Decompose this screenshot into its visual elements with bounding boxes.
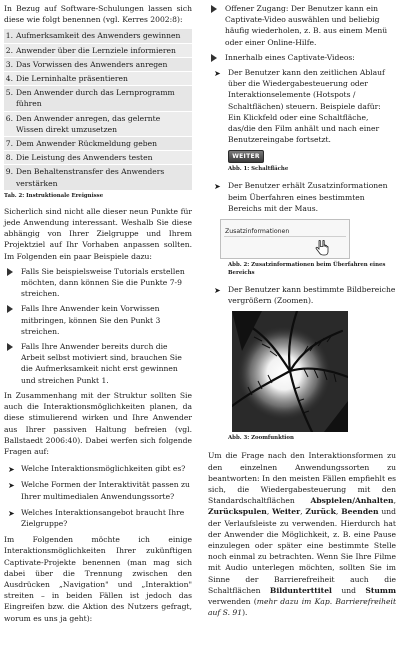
text-run: Um die Frage nach den Interaktionsformen zu den einzelnen Anwendungssorten zu beantworten: In den meisten Fällen empfiehlt es sich, die Wiedergabesteuerung mit den Standardschaltflächen	[208, 451, 396, 506]
row-text: Anwender über die Lernziele informieren	[16, 43, 192, 57]
row-number: 9.	[4, 165, 16, 190]
list-item	[4, 303, 192, 337]
text-run: Stumm	[365, 585, 396, 595]
text-run: ,	[393, 496, 396, 506]
list-item	[208, 180, 396, 214]
cross-reference-link[interactable]: mehr dazu im Kap. Barrierefreiheit auf S. 91	[208, 597, 397, 618]
row-text: Die Leistung des Anwenders testen	[16, 151, 192, 165]
table-row	[4, 151, 192, 165]
row-text: Die Lerninhalte präsentieren	[16, 72, 192, 86]
left-column	[4, 3, 192, 624]
triangle-bullet-icon	[7, 343, 13, 351]
body-paragraph: Sicherlich sind nicht alle dieser neun Punkte für jede Anwendung interessant. Weshalb Sie diese abhängig von Ihrer Zielgruppe und Ihrem Projektziel auf Ihr Vorhaben anpassen sollten. Im Folgenden ein paar Beispiele dazu:	[4, 206, 192, 261]
text-run: Beenden	[341, 507, 379, 517]
photo-illustration	[232, 311, 348, 432]
table-row	[4, 57, 192, 71]
list-item	[208, 67, 396, 145]
list-item	[4, 507, 192, 529]
table-row	[4, 29, 192, 43]
list-item-text: Welche Interaktionsmöglichkeiten gibt es?	[21, 464, 186, 474]
list-item-text: Innerhalb eines Captivate-Videos:	[225, 52, 355, 62]
zusatzinformationen-hotspot[interactable]	[220, 219, 350, 259]
figure-button	[228, 150, 396, 163]
list-item-text: Falls Ihre Anwender kein Vorwissen mitbringen, können Sie den Punkt 3 streichen.	[21, 304, 161, 336]
row-number: 5.	[4, 86, 16, 111]
row-text: Den Anwender durch das Lernprogramm führen	[16, 86, 192, 111]
row-text: Den Anwender anregen, das gelernte Wissen direkt umzusetzen	[16, 111, 192, 136]
body-paragraph: In Zusammenhang mit der Struktur sollten Sie auch die Interaktionsmöglichkeiten planen, da diese stimulierend wirken und Ihre Anwender aus Ihrer passiven Haltung befreien (vgl. Ballstaedt 2006:40). Dabei werfen sich folgende Fragen auf:	[4, 390, 192, 456]
figure-caption: Abb. 2: Zusatzinformationen beim Überfahren eines Bereichs	[228, 262, 386, 277]
arrow-bullet-icon: ➤	[214, 182, 221, 192]
interaction-sublist	[208, 180, 396, 214]
table-row	[4, 43, 192, 57]
text-run: Zurück	[305, 507, 336, 517]
table-caption: Tab. 2: Instruktionale Ereignisse	[4, 192, 104, 199]
list-item	[4, 341, 192, 386]
row-number: 1.	[4, 29, 16, 43]
triangle-bullet-icon	[7, 305, 13, 313]
row-number: 3.	[4, 57, 16, 71]
text-run: Bildunterttitel	[269, 585, 332, 595]
table-row	[4, 86, 192, 111]
text-run: ).	[242, 608, 248, 618]
triangle-bullet-icon	[211, 5, 217, 13]
weiter-button[interactable]: WEITER	[228, 150, 264, 163]
text-run: Weiter	[272, 507, 301, 517]
hand-cursor-icon	[315, 240, 329, 256]
list-item	[4, 479, 192, 501]
arrow-bullet-icon: ➤	[8, 508, 15, 518]
row-text: Aufmerksamkeit des Anwenders gewinnen	[16, 29, 192, 43]
row-text: Dem Anwender Rückmeldung geben	[16, 137, 192, 151]
row-text: Das Vorwissen des Anwenders anregen	[16, 57, 192, 71]
table-row	[4, 72, 192, 86]
instructional-events-table	[4, 28, 192, 189]
body-paragraph: Im Folgenden möchte ich einige Interaktionsmöglichkeiten Ihrer zukünftigen Captivate-Projekte benennen (man mag sich dabei über die Trennung zwischen den Ausdrücken „Navigation" und „Interaktion" streiten – in beiden Fällen ist jedoch das Eingreifen bzw. die Aktion des Nutzers gefragt, worum es uns ja geht):	[4, 535, 192, 623]
list-item-text: Welches Interaktionsangebot braucht Ihre Zielgruppe?	[21, 507, 185, 528]
question-list	[4, 463, 192, 529]
interaction-sublist	[208, 284, 396, 306]
text-run: und	[331, 585, 366, 595]
body-paragraph	[208, 450, 396, 618]
list-item	[4, 266, 192, 300]
list-item	[208, 3, 396, 48]
text-run: verwenden (	[208, 597, 257, 607]
zusatz-label: Zusatzinformationen	[225, 228, 290, 236]
access-list	[208, 3, 396, 63]
text-run: Abspielen/Anhalten	[310, 496, 394, 506]
palm-sun-photo[interactable]	[232, 311, 348, 432]
list-item-text: Falls Sie beispielsweise Tutorials erstellen möchten, dann können Sie die Punkte 7-9 streichen.	[21, 266, 185, 299]
list-item-text: Falls Ihre Anwender bereits durch die Arbeit selbst motiviert sind, brauchen Sie die Aufmerksamkeit nicht erst gewinnen und streichen Punkt 1.	[21, 342, 182, 385]
text-run: ,	[300, 507, 306, 517]
arrow-bullet-icon: ➤	[214, 69, 221, 79]
arrow-bullet-icon: ➤	[8, 465, 15, 475]
row-number: 6.	[4, 111, 16, 136]
text-run: ,	[266, 507, 273, 517]
intro-paragraph: In Bezug auf Software-Schulungen lassen sich diese wie folgt benennen (vgl. Kerres 2002:8):	[4, 4, 192, 25]
row-number: 7.	[4, 137, 16, 151]
table-row	[4, 137, 192, 151]
row-number: 8.	[4, 151, 16, 165]
row-text: Den Behaltenstransfer des Anwenders verstärken	[16, 165, 192, 190]
list-item	[208, 284, 396, 306]
triangle-bullet-icon	[211, 54, 217, 62]
table-row	[4, 111, 192, 136]
text-run: und der Verlaufsleiste zu verwenden. Hierdurch hat der Anwender die Möglichkeit, z. B. eine Pause einzulegen oder später eine bestimmte Stelle noch einmal zu betrachten. Wenn Sie Ihre Filme mit Audio unterlegen möchten, sollten Sie im Sinne der Barrierefreiheit auch die Schaltflächen	[208, 507, 397, 595]
text-run: ,	[335, 507, 342, 517]
figure-caption: Abb. 1: Schaltfläche	[228, 166, 289, 173]
list-item	[208, 52, 396, 63]
list-item-text: Offener Zugang: Der Benutzer kann ein Captivate-Video auswählen und beliebig häufig wiederholen, z. B. aus einem Menü oder einer Online-Hilfe.	[225, 4, 388, 47]
row-number: 2.	[4, 43, 16, 57]
list-item-text: Der Benutzer kann bestimmte Bildbereiche vergrößern (Zoomen).	[228, 285, 396, 306]
divider	[224, 236, 346, 237]
right-column	[208, 3, 396, 619]
triangle-bullet-icon	[7, 268, 13, 276]
row-number: 4.	[4, 72, 16, 86]
list-item	[4, 463, 192, 474]
text-run: Zurückspulen	[208, 507, 267, 517]
arrow-bullet-icon: ➤	[8, 481, 15, 491]
arrow-bullet-icon: ➤	[214, 286, 221, 296]
list-item-text: Der Benutzer erhält Zusatzinformationen beim Überfahren eines bestimmten Bereichs mit der Maus.	[228, 181, 388, 213]
list-item-text: Welche Formen der Interaktivität passen zu Ihrer multimedialen Anwendungssorte?	[21, 480, 190, 501]
interaction-sublist	[208, 67, 396, 145]
list-item-text: Der Benutzer kann den zeitlichen Ablauf über die Wiedergabesteuerung oder Interaktionselemente (Hotspots / Schaltflächen) steuern. Beispiele dafür: Ein Klickfeld oder eine Schaltfläche, das/die den Film anhält und nach einer Benutzereingabe fortsetzt.	[228, 68, 385, 145]
figure-caption: Abb. 3: Zoomfunktion	[228, 435, 294, 442]
example-list	[4, 266, 192, 386]
table-row	[4, 165, 192, 190]
